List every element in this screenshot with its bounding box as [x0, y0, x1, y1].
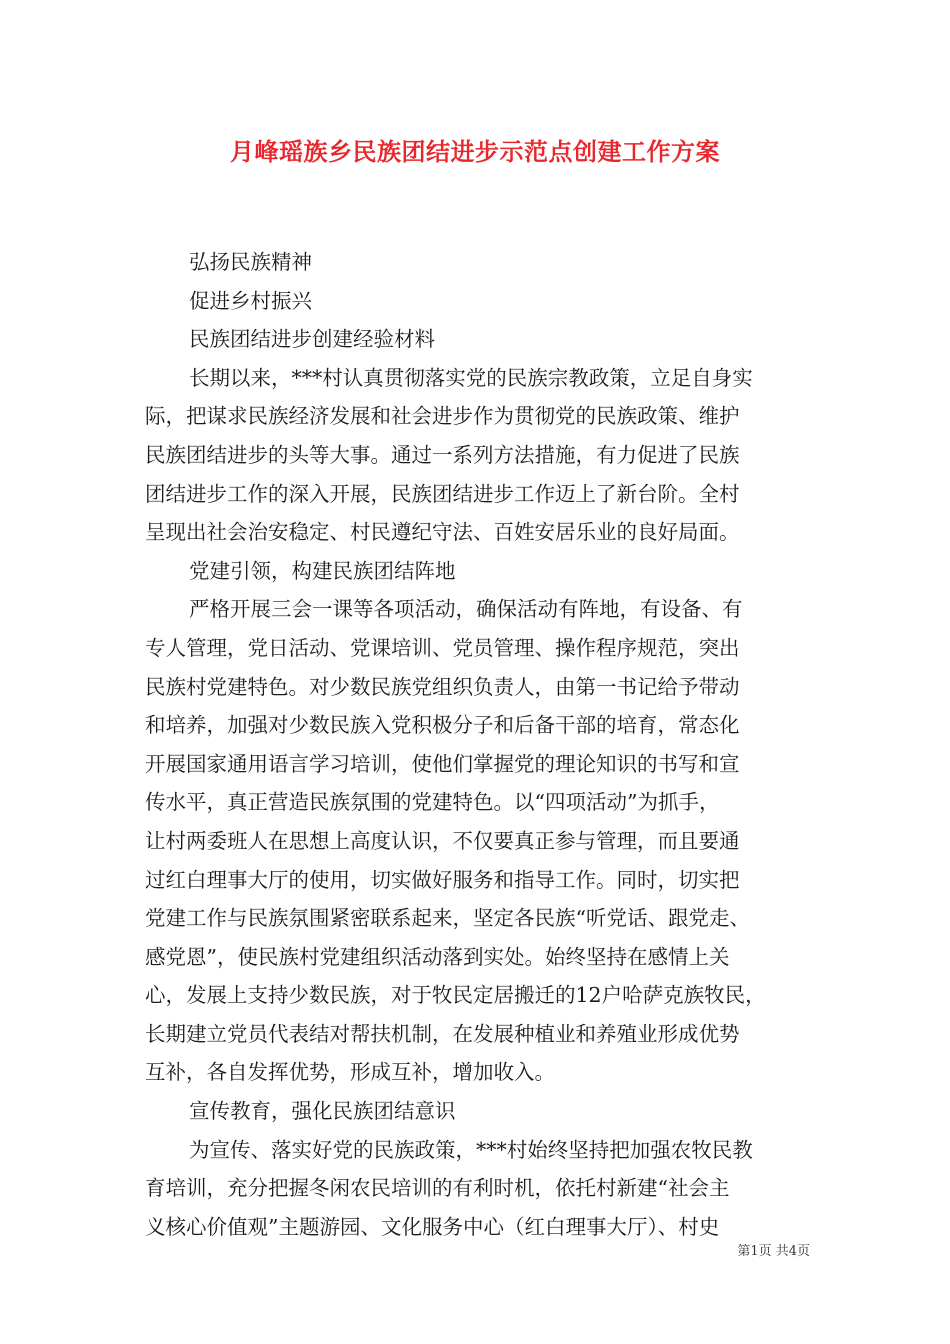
text-line: 过红白理事大厅的使用，切实做好服务和指导工作。同时，切实把: [145, 867, 740, 892]
text-line: 弘扬民族精神: [189, 250, 312, 274]
text-line: 心，发展上支持少数民族，对于牧民定居搬迁的12户哈萨克族牧民，: [145, 983, 766, 1008]
text-line: 长期建立党员代表结对帮扶机制，在发展种植业和养殖业形成优势: [145, 1021, 740, 1046]
text-line: 和培养，加强对少数民族入党积极分子和后备干部的培育，常态化: [145, 713, 740, 738]
text-line: 传水平，真正营造民族氛围的党建特色。以“四项活动”为抓手，: [145, 790, 720, 815]
text-line: 义核心价值观”主题游园、文化服务中心（红白理事大厅）、村史: [145, 1214, 720, 1239]
document-body: [145, 243, 809, 1246]
text-line: 开展国家通用语言学习培训，使他们掌握党的理论知识的书写和宣: [145, 751, 740, 776]
text-line: 互补，各自发挥优势，形成互补，增加收入。: [145, 1060, 555, 1085]
text-line: 呈现出社会治安稳定、村民遵纪守法、百姓安居乐业的良好局面。: [145, 520, 740, 545]
document-title: 月峰瑶族乡民族团结进步示范点创建工作方案: [230, 137, 720, 166]
text-line: 团结进步工作的深入开展，民族团结进步工作迈上了新台阶。全村: [145, 481, 740, 506]
text-line: 育培训，充分把握冬闲农民培训的有利时机，依托村新建“社会主: [145, 1176, 730, 1201]
text-line: 民族村党建特色。对少数民族党组织负责人，由第一书记给予带动: [145, 674, 740, 699]
text-line: 宣传教育，强化民族团结意识: [189, 1099, 456, 1124]
text-line: 让村两委班人在思想上高度认识，不仅要真正参与管理，而且要通: [145, 828, 740, 853]
text-line: 感党恩”，使民族村党建组织活动落到实处。始终坚持在感情上关: [145, 944, 730, 969]
text-line: 党建工作与民族氛围紧密联系起来，坚定各民族“听党话、跟党走、: [145, 906, 750, 931]
text-line: 际，把谋求民族经济发展和社会进步作为贯彻党的民族政策、维护: [145, 404, 740, 429]
text-line: 促进乡村振兴: [189, 288, 312, 313]
text-line: 严格开展三会一课等各项活动，确保活动有阵地，有设备、有: [189, 597, 743, 622]
text-line: 长期以来，***村认真贯彻落实党的民族宗教政策，立足自身实: [189, 365, 753, 390]
page-number: 第1页 共4页: [737, 1244, 810, 1259]
text-line: 党建引领，构建民族团结阵地: [189, 558, 456, 583]
text-line: 民族团结进步的头等大事。通过一系列方法措施，有力促进了民族: [145, 442, 740, 467]
text-line: 专人管理，党日活动、党课培训、党员管理、操作程序规范，突出: [145, 635, 740, 660]
text-line: 民族团结进步创建经验材料: [189, 327, 435, 352]
text-line: 为宣传、落实好党的民族政策，***村始终坚持把加强农牧民教: [189, 1137, 753, 1162]
